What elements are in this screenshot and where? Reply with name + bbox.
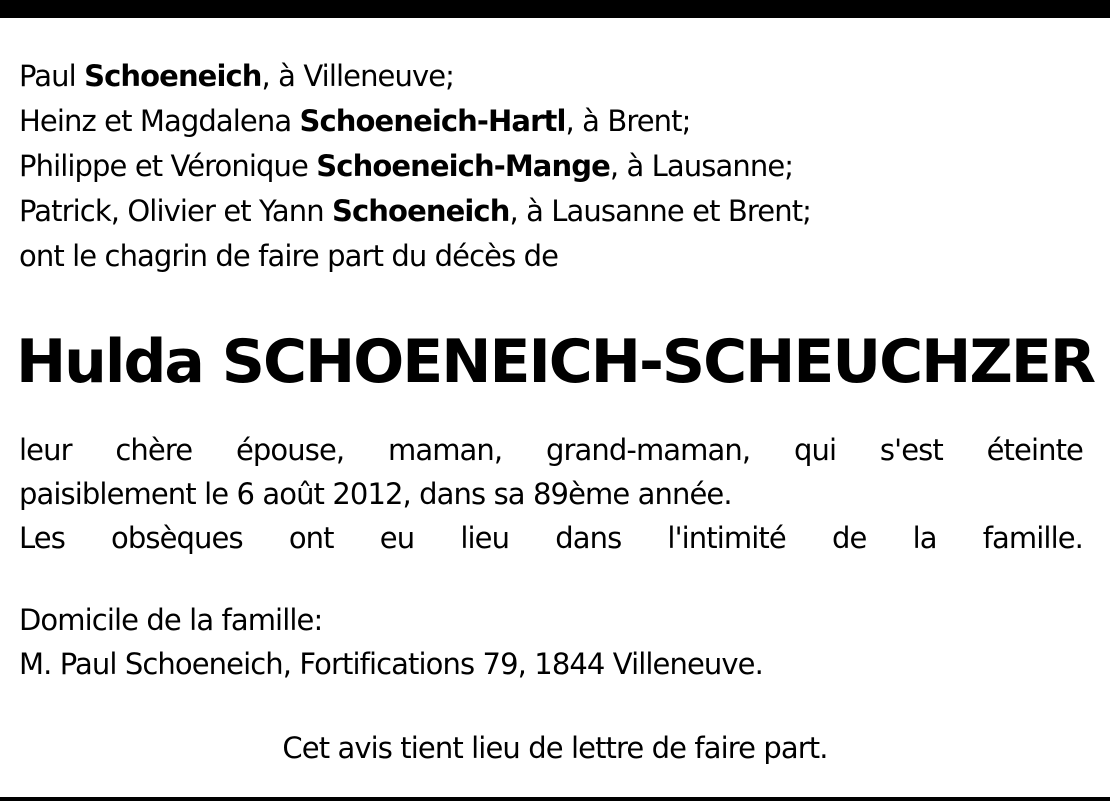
- residence: , à Lausanne et Brent;: [509, 194, 812, 228]
- family-member-line: [19, 144, 1083, 189]
- description-line-3: Les obsèques ont eu lieu dans l'intimité de la famille.: [19, 521, 1083, 555]
- description-paragraph: [19, 428, 1083, 560]
- surname: Schoeneich-Mange: [316, 149, 610, 183]
- top-border: [0, 0, 1110, 18]
- family-member-line: [19, 99, 1083, 144]
- description-line-1: leur chère épouse, maman, grand-maman, qui s'est éteinte: [19, 433, 1083, 467]
- residence: , à Lausanne;: [609, 149, 794, 183]
- surname: Schoeneich-Hartl: [299, 104, 566, 138]
- family-list: [19, 54, 1083, 279]
- surname: Schoeneich: [332, 194, 510, 228]
- given-names: Paul: [19, 59, 85, 93]
- domicile-label: Domicile de la famille:: [19, 603, 323, 637]
- surname: Schoeneich: [84, 59, 262, 93]
- announcement-text: ont le chagrin de faire part du décès de: [19, 239, 559, 273]
- description-line-2: paisiblement le 6 août 2012, dans sa 89ème année.: [19, 477, 732, 511]
- domicile-address: M. Paul Schoeneich, Fortifications 79, 1844 Villeneuve.: [19, 647, 763, 681]
- domicile-block: [19, 598, 1083, 686]
- deceased-name: Hulda SCHOENEICH-SCHEUCHZER: [15, 327, 1095, 397]
- family-member-line: [19, 54, 1083, 99]
- footer-note: Cet avis tient lieu de lettre de faire part.: [282, 731, 828, 765]
- residence: , à Villeneuve;: [261, 59, 455, 93]
- given-names: Patrick, Olivier et Yann: [19, 194, 333, 228]
- given-names: Heinz et Magdalena: [19, 104, 300, 138]
- family-member-line: [19, 189, 1083, 234]
- given-names: Philippe et Véronique: [19, 149, 317, 183]
- bottom-border: [0, 797, 1110, 801]
- residence: , à Brent;: [565, 104, 691, 138]
